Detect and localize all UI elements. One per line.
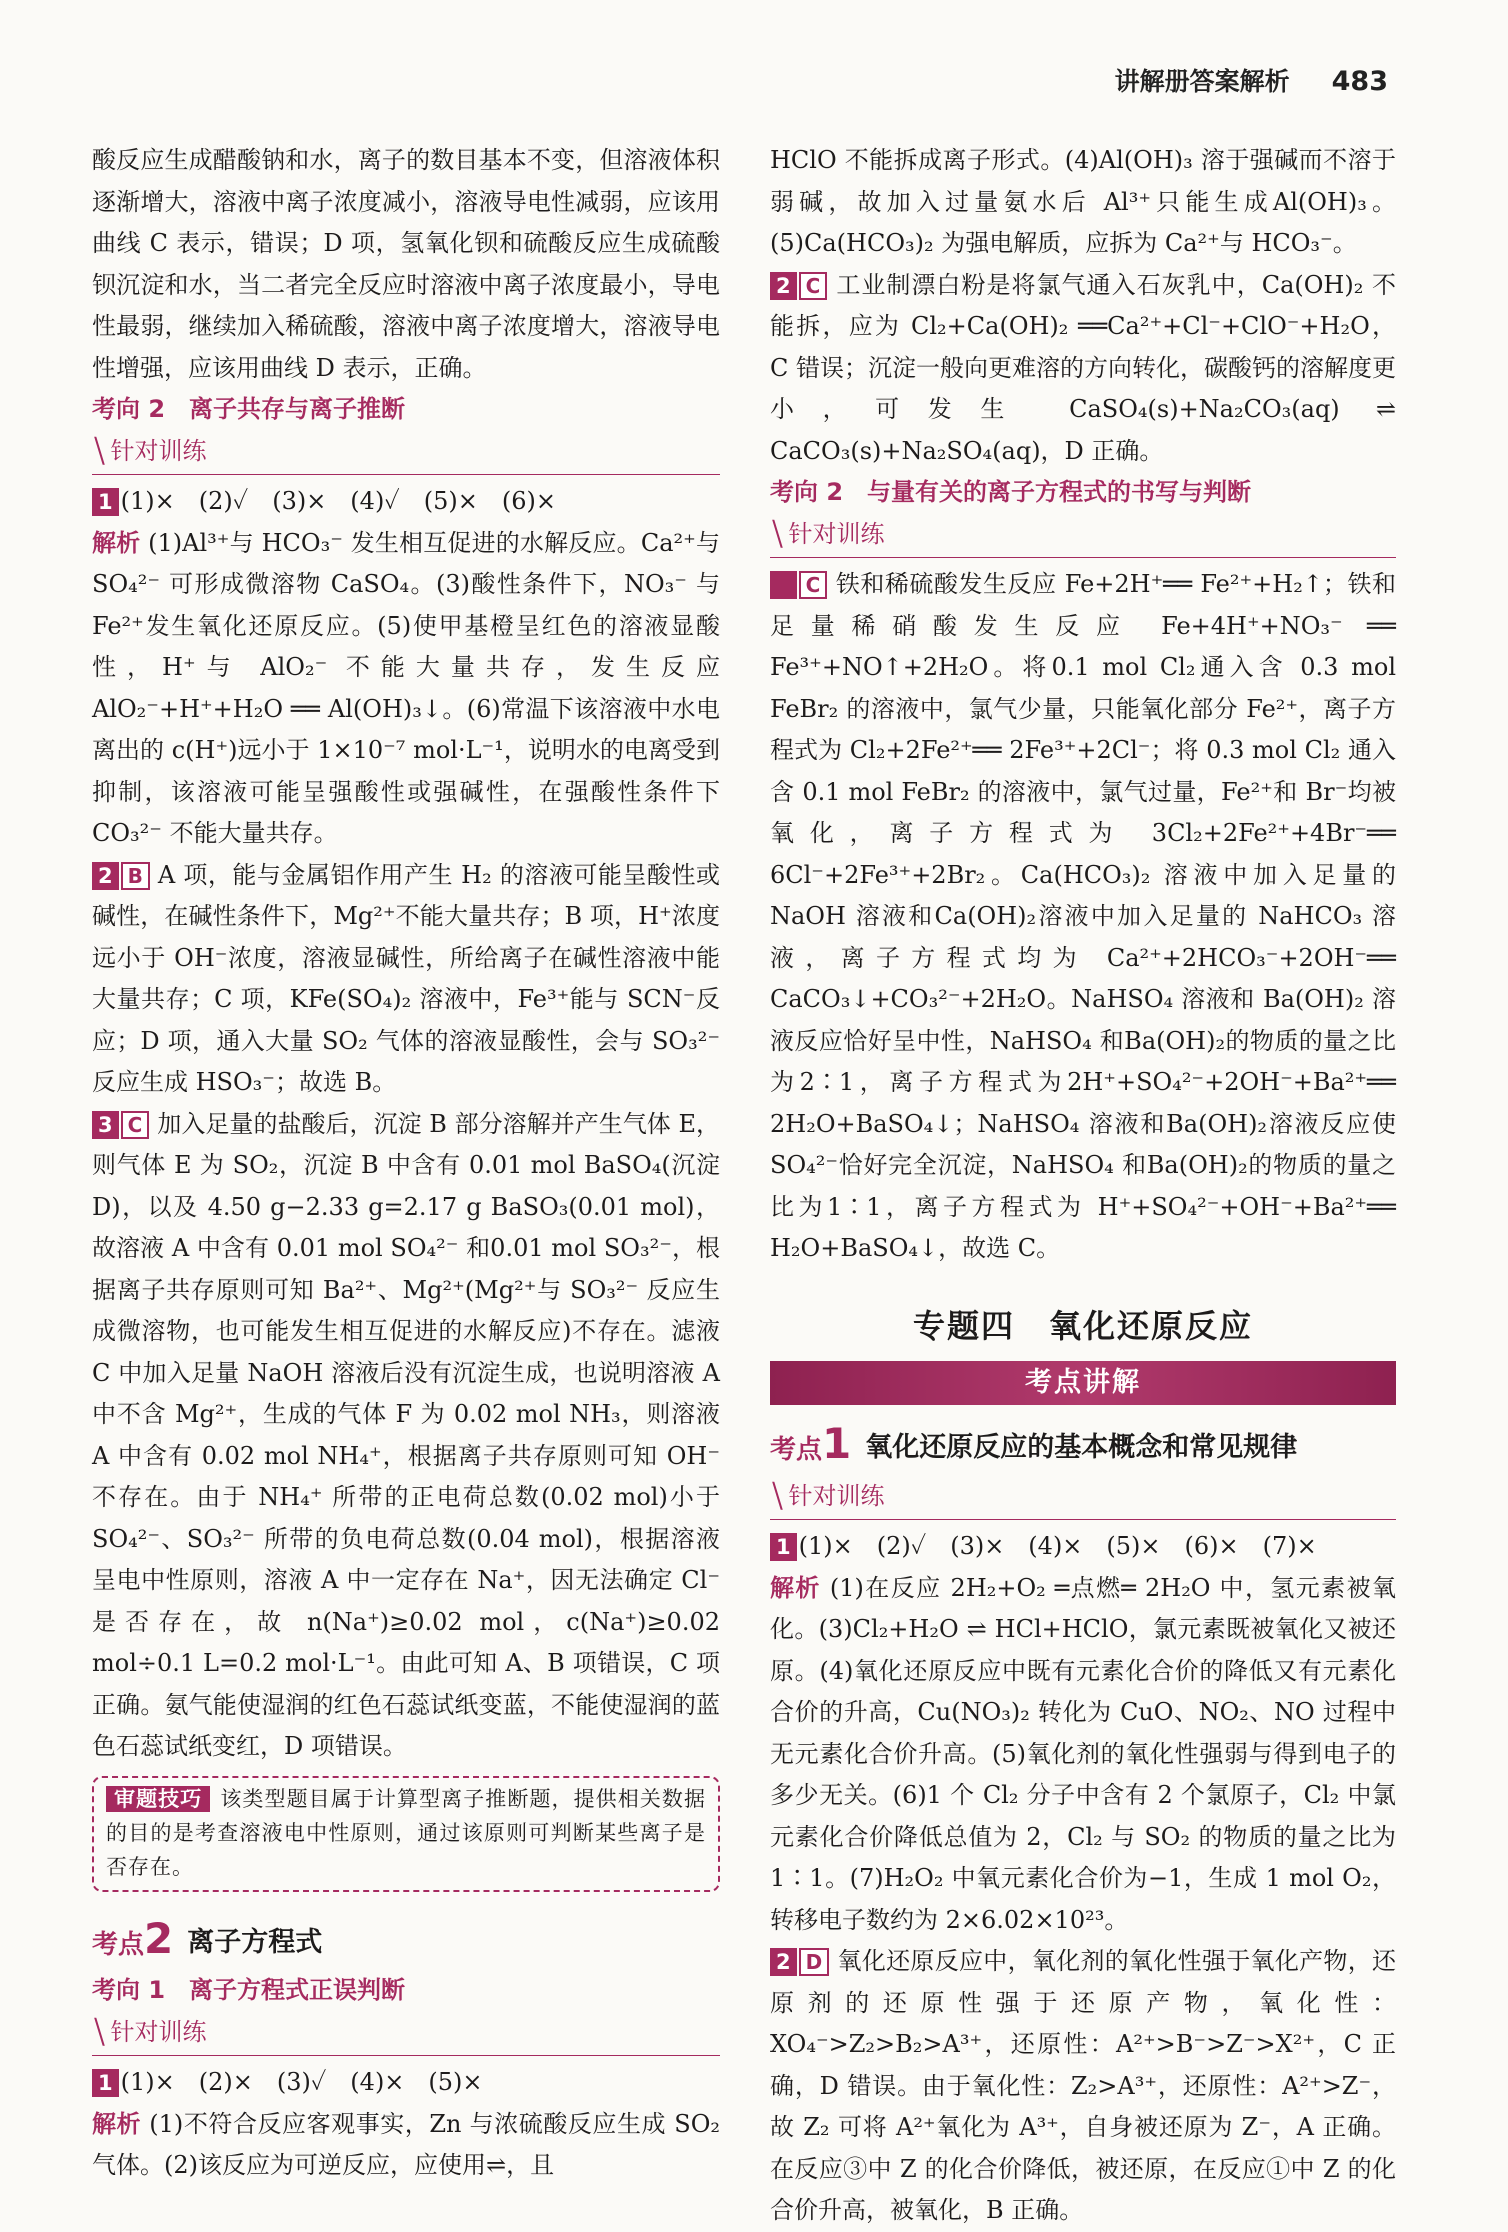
topic-title: 专题四 氧化还原反应 — [912, 1306, 1253, 1345]
tip-box — [92, 1776, 720, 1892]
paragraph: 酸反应生成醋酸钠和水，离子的数目基本不变，但溶液体积逐渐增大，溶液中离子浓度减小，溶液导电性减弱，应该用曲线 C 表示，错误；D 项，氢氧化钡和硫酸反应生成硫酸钡沉淀和水，当二者完全反应时溶液中离子浓度最小，导电性最弱，继续加入稀硫酸，溶液中离子浓度增大，溶液导电性增强，应该用曲线 D 表示，正确。 — [92, 146, 720, 382]
pen-icon: ╲ — [89, 436, 110, 465]
answer-line — [770, 1526, 1396, 1568]
explanation-text: (1)Al³⁺与 HCO₃⁻ 发生相互促进的水解反应。Ca²⁺与 SO₄²⁻ 可形成微溶物 CaSO₄。(3)酸性条件下，NO₃⁻ 与 Fe²⁺发生氧化还原反应。(5)使甲基橙呈红色的溶液显酸性，H⁺与 AlO₂⁻ 不能大量共存，发生反应 AlO₂⁻+H⁺+H₂O ══ Al(OH)₃↓。(6)常温下该溶液中水电离出的 c(H⁺)远小于 1×10⁻⁷ mol·L⁻¹，说明水的电离受到抑制，该溶液可能呈强酸性或强碱性，在强酸性条件下 CO₃²⁻ 不能大量共存。 — [92, 528, 720, 847]
answer-letter: D — [799, 1948, 830, 1976]
question-block — [770, 564, 1396, 1270]
practice-heading — [767, 514, 1396, 559]
question-text: 氧化还原反应中，氧化剂的氧化性强于氧化产物，还原剂的还原性强于还原产物，氧化性：XO₄⁻>Z₂>B₂>A³⁺，还原性：A²⁺>B⁻>Z⁻>X²⁺，C 正确，D 错误。由于氧化性：Z₂>A³⁺，还原性：A²⁺>Z⁻，故 Z₂ 可将 A²⁺氧化为 A³⁺，自身被还原为 Z⁻，A 正确。在反应③中 Z 的化合价降低，被还原，在反应①中 Z 的化合价升高，被氧化，B 正确。 — [770, 1947, 1396, 2224]
kaodian-title: 氧化还原反应的基本概念和常见规律 — [865, 1432, 1298, 1463]
explanation — [770, 1568, 1396, 1942]
answer-letter: C — [799, 571, 828, 599]
question-number: 1 — [92, 488, 119, 516]
tip-text: 该类型题目属于计算型离子推断题，提供相关数据的目的是考查溶液电中性原则，通过该原则可判断某些离子是否存在。 — [106, 1786, 707, 1879]
practice-label: 针对训练 — [788, 1481, 885, 1510]
kaodian-label — [770, 1419, 852, 1472]
answer-line — [92, 2062, 720, 2104]
question-block — [770, 1941, 1396, 2232]
explanation — [92, 523, 720, 855]
practice-label: 针对训练 — [110, 436, 207, 465]
question-number: 1 — [770, 1533, 797, 1561]
pen-icon: ╲ — [767, 519, 788, 548]
header-title: 讲解册答案解析 — [1114, 67, 1290, 96]
question-text: 铁和稀硫酸发生反应 Fe+2H⁺══ Fe²⁺+H₂↑；铁和足量稀硝酸发生反应 Fe+4H⁺+NO₃⁻ ══ Fe³⁺+NO↑+2H₂O。将0.1 mol Cl₂通入含 0.3 mol FeBr₂ 的溶液中，氯气少量，只能氧化部分 Fe²⁺，离子方程式为 Cl₂+2Fe²⁺══ 2Fe³⁺+2Cl⁻；将 0.3 mol Cl₂ 通入含 0.1 mol FeBr₂ 的溶液中，氯气过量，Fe²⁺和 Br⁻均被氧化，离子方程式为 3Cl₂+2Fe²⁺+4Br⁻══ 6Cl⁻+2Fe³⁺+2Br₂。Ca(HCO₃)₂ 溶液中加入足量的 NaOH 溶液和Ca(OH)₂溶液中加入足量的 NaHCO₃ 溶液，离子方程式均为 Ca²⁺+2HCO₃⁻+2OH⁻══ CaCO₃↓+CO₃²⁻+2H₂O。NaHSO₄ 溶液和 Ba(OH)₂ 溶液反应恰好呈中性，NaHSO₄ 和Ba(OH)₂的物质的量之比为2∶1，离子方程式为2H⁺+SO₄²⁻+2OH⁻+Ba²⁺══ 2H₂O+BaSO₄↓；NaHSO₄ 溶液和Ba(OH)₂溶液反应使 SO₄²⁻恰好完全沉淀，NaHSO₄ 和Ba(OH)₂的物质的量之比为1∶1，离子方程式为 H⁺+SO₄²⁻+OH⁻+Ba²⁺══ H₂O+BaSO₄↓，故选 C。 — [770, 570, 1396, 1262]
page-number: 483 — [1331, 66, 1388, 97]
question-block — [92, 1104, 720, 1768]
explanation-text: (1)不符合反应客观事实，Zn 与浓硫酸反应生成 SO₂ 气体。(2)该反应为可逆反应，应使用⇌，且 — [92, 2109, 721, 2179]
question-number-blank — [770, 571, 797, 599]
answer-line — [92, 481, 720, 523]
answer-letter: C — [121, 1111, 150, 1139]
pen-icon: ╲ — [767, 1481, 788, 1510]
practice-heading — [89, 431, 720, 476]
explanation-label: 解析 — [770, 1573, 821, 1602]
section-heading: 考向 2 离子共存与离子推断 — [92, 395, 406, 423]
question-number: 1 — [92, 2069, 119, 2097]
section-bar: 考点讲解 — [770, 1361, 1396, 1405]
kaodian-title: 离子方程式 — [187, 1926, 323, 1958]
question-text: A 项，能与金属铝作用产生 H₂ 的溶液可能呈酸性或碱性，在碱性条件下，Mg²⁺不能大量共存；B 项，H⁺浓度远小于 OH⁻浓度，溶液显碱性，所给离子在碱性溶液中能大量共存；C 项，KFe(SO₄)₂ 溶液中，Fe³⁺能与 SCN⁻反应；D 项，通入大量 SO₂ 气体的溶液显酸性，会与 SO₃²⁻ 反应生成 HSO₃⁻；故选 B。 — [92, 860, 720, 1096]
right-column — [767, 140, 1396, 2232]
kaodian-label — [92, 1913, 174, 1967]
practice-label: 针对训练 — [110, 2017, 207, 2046]
question-number: 2 — [770, 1948, 797, 1976]
pen-icon: ╲ — [89, 2017, 110, 2046]
answer-marks: (1)× (2)× (3)✓ (4)× (5)× — [120, 2068, 483, 2096]
answer-marks: (1)× (2)✓ (3)× (4)✓ (5)× (6)× — [120, 487, 556, 515]
question-number: 3 — [92, 1111, 119, 1139]
section-heading: 考向 1 离子方程式正误判断 — [92, 1976, 406, 2004]
kaodian-word: 考点 — [92, 1929, 145, 1960]
page-header — [1115, 62, 1388, 98]
question-text: 加入足量的盐酸后，沉淀 B 部分溶解并产生气体 E，则气体 E 为 SO₂，沉淀 B 中含有 0.01 mol BaSO₄(沉淀D)，以及 4.50 g−2.33 g=2.17 g BaSO₃(0.01 mol)，故溶液 A 中含有 0.01 mol SO₄²⁻ 和0.01 mol SO₃²⁻，根据离子共存原则可知 Ba²⁺、Mg²⁺(Mg²⁺与 SO₃²⁻ 反应生成微溶物，也可能发生相互促进的水解反应)不存在。滤液 C 中加入足量 NaOH 溶液后没有沉淀生成，也说明溶液 A 中不含 Mg²⁺，生成的气体 F 为 0.02 mol NH₃，则溶液 A 中含有 0.02 mol NH₄⁺，根据离子共存原则可知 OH⁻不存在。由于 NH₄⁺ 所带的正电荷总数(0.02 mol)小于 SO₄²⁻、SO₃²⁻ 所带的负电荷总数(0.04 mol)，根据溶液呈电中性原则，溶液 A 中一定存在 Na⁺，因无法确定 Cl⁻是否存在，故 n(Na⁺)≥0.02 mol，c(Na⁺)≥0.02 mol÷0.1 L=0.2 mol·L⁻¹。由此可知 A、B 项错误，C 项正确。氨气能使湿润的红色石蕊试纸变蓝，不能使湿润的蓝色石蕊试纸变红，D 项错误。 — [92, 1109, 720, 1760]
paragraph: HClO 不能拆成离子形式。(4)Al(OH)₃ 溶于强碱而不溶于弱碱，故加入过量氨水后 Al³⁺只能生成Al(OH)₃。(5)Ca(HCO₃)₂ 为强电解质，应拆为 Ca²⁺与 HCO₃⁻。 — [770, 146, 1396, 257]
kaodian-word: 考点 — [770, 1435, 823, 1465]
kaodian-number: 2 — [144, 1913, 174, 1963]
question-number: 2 — [92, 862, 119, 890]
explanation-label: 解析 — [92, 2109, 142, 2138]
practice-label: 针对训练 — [788, 519, 885, 548]
kaodian-heading — [770, 1419, 1396, 1472]
kaodian-number: 1 — [822, 1419, 852, 1468]
question-number: 2 — [770, 272, 797, 300]
explanation — [92, 2104, 720, 2187]
practice-heading — [767, 1476, 1396, 1521]
answer-marks: (1)× (2)✓ (3)× (4)× (5)× (6)× (7)× — [798, 1532, 1317, 1560]
explanation-label: 解析 — [92, 528, 141, 557]
question-block — [770, 265, 1396, 473]
question-block — [92, 855, 720, 1104]
answer-letter: C — [799, 272, 828, 300]
tip-label: 审题技巧 — [106, 1786, 210, 1812]
left-column — [89, 140, 721, 2187]
question-text: 工业制漂白粉是将氯气通入石灰乳中，Ca(OH)₂ 不能拆，应为 Cl₂+Ca(OH)₂ ══Ca²⁺+Cl⁻+ClO⁻+H₂O，C 错误；沉淀一般向更难溶的方向转化，碳酸钙的溶解度更小，可发生 CaSO₄(s)+Na₂CO₃(aq) ⇌ CaCO₃(s)+Na₂SO₄(aq)，D 正确。 — [770, 270, 1396, 465]
practice-heading — [89, 2012, 720, 2057]
explanation-text: (1)在反应 2H₂+O₂ ═点燃═ 2H₂O 中，氢元素被氧化。(3)Cl₂+H₂O ⇌ HCl+HClO，氯元素既被氧化又被还原。(4)氧化还原反应中既有元素化合价的降低又有元素化合价的升高，Cu(NO₃)₂ 转化为 CuO、NO₂、NO 过程中无元素化合价升高。(5)氧化剂的氧化性强弱与得到电子的多少无关。(6)1 个 Cl₂ 分子中含有 2 个氯原子，Cl₂ 中氯元素化合价降低总值为 2，Cl₂ 与 SO₂ 的物质的量之比为1∶1。(7)H₂O₂ 中氧元素化合价为−1，生成 1 mol O₂，转移电子数约为 2×6.02×10²³。 — [770, 1573, 1396, 1934]
section-heading: 考向 2 与量有关的离子方程式的书写与判断 — [770, 478, 1252, 506]
kaodian-heading — [92, 1913, 720, 1967]
answer-letter: B — [121, 862, 150, 890]
